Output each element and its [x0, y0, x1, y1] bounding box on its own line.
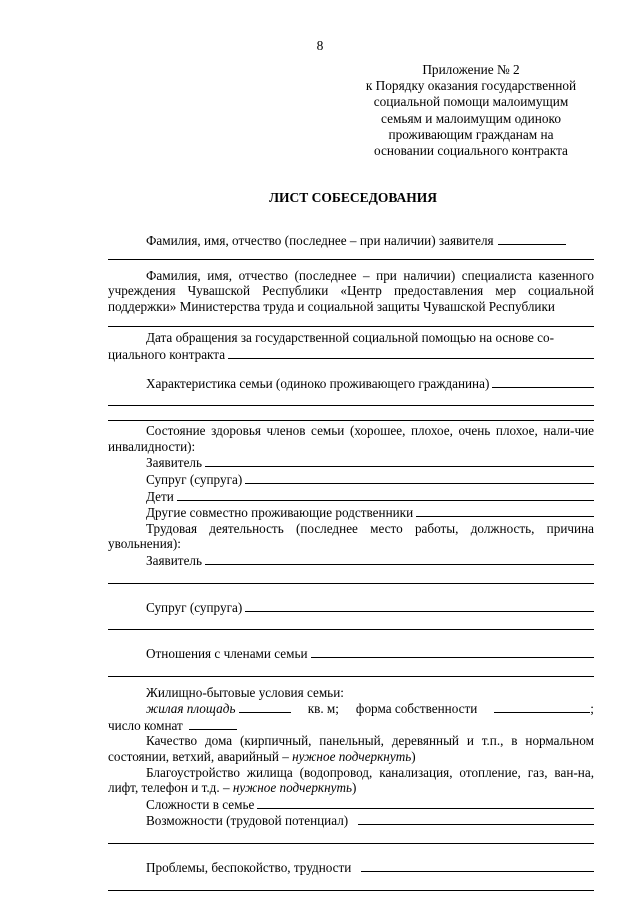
- health-spouse-blank[interactable]: [245, 471, 594, 484]
- health-relatives-blank[interactable]: [416, 504, 594, 517]
- difficulties-row: [108, 796, 594, 813]
- area-blank[interactable]: [239, 700, 291, 713]
- house-quality-close: ): [411, 749, 416, 765]
- relatives-label: Другие совместно проживающие родственники: [146, 505, 414, 521]
- appendix-line: Приложение № 2: [422, 62, 520, 77]
- difficulties-blank[interactable]: [257, 796, 594, 809]
- fill-line[interactable]: [108, 314, 594, 327]
- applicant-fio-label: Фамилия, имя, отчество (последнее – при наличии) заявителя: [146, 233, 494, 248]
- problems-label: Проблемы, беспокойство, трудности: [146, 860, 352, 876]
- relations-row: [108, 645, 594, 662]
- rooms-label: число комнат: [108, 717, 183, 733]
- date-label-line2: циального контракта: [108, 346, 226, 362]
- fill-line[interactable]: [108, 569, 594, 584]
- health-children-blank[interactable]: [177, 488, 594, 501]
- opportunities-label: Возможности (трудовой потенциал): [146, 813, 349, 829]
- health-relatives-row: [108, 504, 594, 521]
- difficulties-label: Сложности в семье: [146, 796, 255, 812]
- appendix-header: [346, 62, 596, 159]
- work-applicant-row: [108, 552, 594, 569]
- opportunities-blank[interactable]: [358, 812, 594, 825]
- fill-line[interactable]: [108, 406, 594, 421]
- area-unit: кв. м;: [307, 701, 339, 717]
- family-char-row: [108, 375, 594, 392]
- underline-note: нужное подчеркнуть: [232, 780, 353, 796]
- applicant-label: Заявитель: [146, 455, 203, 471]
- applicant-label: Заявитель: [146, 552, 203, 568]
- applicant-fio-blank[interactable]: [498, 232, 566, 245]
- housing-area-row: [108, 700, 594, 717]
- health-applicant-blank[interactable]: [205, 454, 594, 467]
- children-label: Дети: [146, 488, 174, 504]
- ownership-label: форма собственности: [355, 701, 478, 717]
- housing-intro: Жилищно-бытовые условия семьи:: [146, 684, 344, 700]
- fill-line[interactable]: [108, 829, 594, 844]
- family-char-label: Характеристика семьи (одиноко проживающего гражданина): [146, 375, 490, 391]
- date-row: [108, 346, 594, 363]
- health-applicant-row: [108, 454, 594, 471]
- relations-blank[interactable]: [311, 645, 594, 658]
- health-spouse-row: [108, 471, 594, 488]
- area-label: жилая площадь: [146, 701, 236, 717]
- health-intro: Состояние здоровья членов семьи (хорошее, плохое, очень плохое, нали-чие инвалидности):: [108, 423, 594, 454]
- appendix-line: к Порядку оказания государственной: [365, 78, 577, 94]
- work-intro: Трудовая деятельность (последнее место работы, должность, причина увольнения):: [108, 520, 594, 552]
- rooms-blank[interactable]: [189, 717, 237, 730]
- opportunities-row: [108, 812, 594, 829]
- spouse-label: Супруг (супруга): [146, 599, 243, 615]
- work-spouse-blank[interactable]: [245, 599, 594, 612]
- work-applicant-blank[interactable]: [205, 552, 594, 565]
- rooms-row: [108, 717, 594, 734]
- amenities-label: Благоустройство жилища (водопровод, канализация, отопление, газ, ван-на, лифт, телефон и т.д. –: [108, 764, 594, 796]
- date-label-line1: Дата обращения за государственной социальной помощью на основе со-: [146, 330, 555, 346]
- fill-line[interactable]: [108, 615, 594, 630]
- fill-line[interactable]: [108, 662, 594, 677]
- applicant-fio-row: [108, 232, 594, 249]
- fill-line[interactable]: [108, 249, 594, 260]
- spouse-label: Супруг (супруга): [146, 471, 243, 487]
- semicolon-text: ;: [590, 701, 594, 717]
- document-title: ЛИСТ СОБЕСЕДОВАНИЯ: [268, 190, 438, 205]
- problems-blank[interactable]: [361, 859, 594, 872]
- ownership-blank[interactable]: [494, 700, 590, 713]
- appendix-line: социальной помощи малоимущим: [373, 94, 569, 110]
- amenities-text: [108, 765, 594, 796]
- amenities-close: ): [352, 780, 357, 796]
- family-char-blank[interactable]: [492, 375, 594, 388]
- appendix-line: проживающим гражданам на: [388, 126, 554, 142]
- fill-line[interactable]: [108, 391, 594, 406]
- relations-label: Отношения с членами семьи: [146, 646, 308, 662]
- interview-form: [108, 232, 594, 891]
- health-children-row: [108, 488, 594, 505]
- appendix-line: семьям и малоимущим одиноко: [381, 110, 561, 126]
- page-number: 8: [316, 38, 324, 53]
- fill-line[interactable]: [108, 876, 594, 891]
- work-spouse-row: [108, 599, 594, 616]
- house-quality-text: [108, 733, 594, 764]
- appendix-line: основании социального контракта: [374, 143, 568, 159]
- date-blank[interactable]: [228, 346, 594, 359]
- underline-note: нужное подчеркнуть: [292, 749, 412, 765]
- house-quality-label: Качество дома (кирпичный, панельный, деревянный и т.п., в нормальном состоянии, ветхий, аварийный –: [108, 733, 594, 765]
- specialist-fio-label: Фамилия, имя, отчество (последнее – при наличии) специалиста казенного учреждения Чувашской Республики «Центр предоставления мер социальной поддержки» Министерства труда и социальной защиты Чувашской Республики: [108, 267, 594, 314]
- problems-row: [108, 859, 594, 876]
